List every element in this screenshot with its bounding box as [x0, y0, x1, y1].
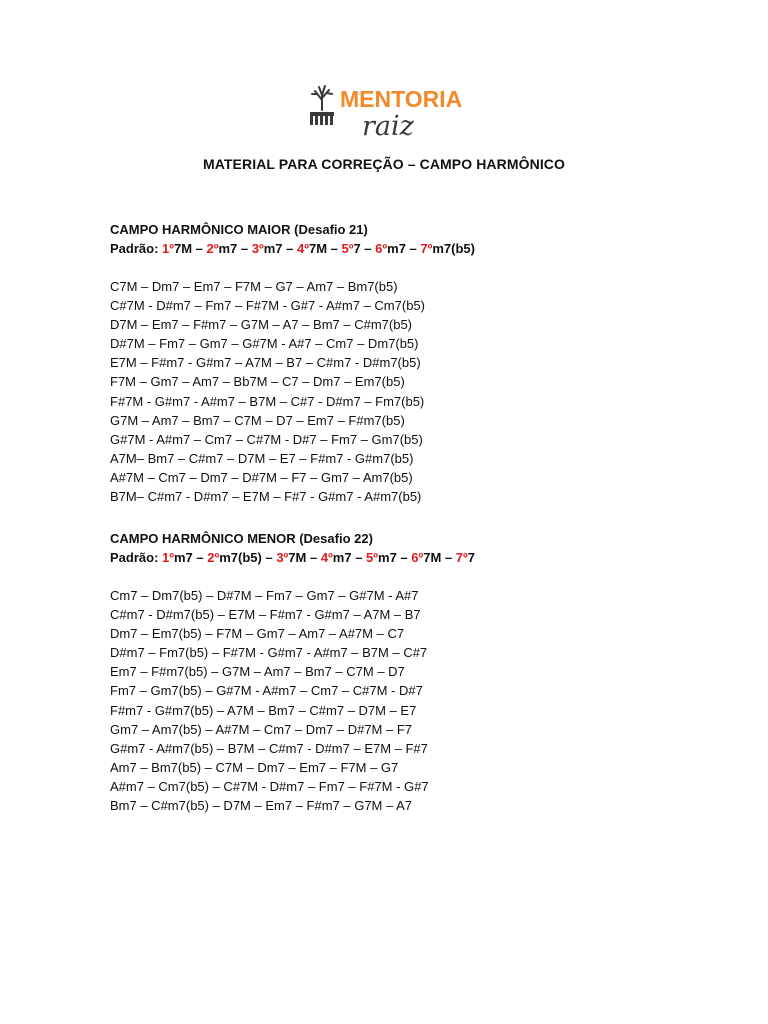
minor-pattern: [110, 548, 670, 567]
chord-progression-line: Em7 – F#m7(b5) – G7M – Am7 – Bm7 – C7M – D7: [110, 664, 405, 680]
degree-number: 6º: [375, 241, 388, 256]
degree-quality: 7M –: [308, 241, 342, 256]
degree-number: 1º: [162, 550, 174, 565]
chord-progression-line: D#7M – Fm7 – Gm7 – G#7M - A#7 – Cm7 – Dm7(b5): [110, 336, 419, 352]
degree-quality: m7(b5) –: [219, 550, 277, 565]
major-heading: CAMPO HARMÔNICO MAIOR (Desafio 21): [110, 222, 368, 237]
degree-quality: 7M –: [423, 550, 456, 565]
chord-progression-line: G#m7 - A#m7(b5) – B7M – C#m7 - D#m7 – E7M – F#7: [110, 740, 428, 756]
degree-quality: m7 –: [387, 241, 421, 256]
chord-progression-line: Cm7 – Dm7(b5) – D#7M – Fm7 – Gm7 – G#7M - A#7: [110, 588, 419, 603]
chord-progression-line: G#7M - A#m7 – Cm7 – C#7M - D#7 – Fm7 – Gm7(b5): [110, 431, 423, 447]
degree-number: 6º: [411, 550, 424, 565]
degree-number: 5º: [366, 550, 379, 565]
degree-number: 4º: [296, 241, 309, 256]
minor-chord-list: [110, 586, 670, 815]
major-pattern-label: Padrão:: [110, 241, 163, 256]
minor-pattern-label: Padrão:: [110, 550, 163, 565]
degree-number: 3º: [276, 550, 289, 565]
minor-pattern-parts: [162, 550, 475, 565]
minor-heading: CAMPO HARMÔNICO MENOR (Desafio 22): [110, 531, 373, 546]
degree-quality: m7 –: [263, 241, 297, 256]
degree-number: 1º: [162, 241, 174, 256]
degree-quality: m7 –: [332, 550, 367, 565]
chord-progression-line: C#m7 - D#m7(b5) – E7M – F#m7 - G#m7 – A7M – B7: [110, 607, 421, 623]
chord-progression-line: A#m7 – Cm7(b5) – C#7M - D#m7 – Fm7 – F#7M - G#7: [110, 778, 429, 794]
chord-progression-line: F#7M - G#m7 - A#m7 – B7M – C#7 - D#m7 – Fm7(b5): [110, 393, 425, 409]
minor-section: [110, 529, 670, 815]
degree-quality: 7: [467, 550, 475, 565]
logo-word-mentoria: MENTORIA: [340, 86, 463, 112]
degree-number: 4º: [320, 550, 333, 565]
degree-quality: m7 –: [378, 550, 412, 565]
chord-progression-line: D#m7 – Fm7(b5) – F#7M - G#m7 - A#m7 – B7M – C#7: [110, 645, 428, 661]
chord-progression-line: Fm7 – Gm7(b5) – G#7M - A#m7 – Cm7 – C#7M - D#7: [110, 683, 423, 699]
chord-progression-line: F7M – Gm7 – Am7 – Bb7M – C7 – Dm7 – Em7(b5): [110, 374, 405, 390]
chord-progression-line: C#7M - D#m7 – Fm7 – F#7M - G#7 - A#m7 – Cm7(b5): [110, 298, 425, 314]
major-chord-list: [110, 277, 670, 506]
chord-progression-line: A7M– Bm7 – C#m7 – D7M – E7 – F#m7 - G#m7(b5): [110, 450, 414, 466]
logo-word-raiz: raiz: [362, 111, 414, 142]
degree-number: 5º: [341, 241, 354, 256]
degree-quality: m7 –: [218, 241, 252, 256]
chord-progression-line: B7M– C#m7 - D#m7 – E7M – F#7 - G#m7 - A#m7(b5): [110, 489, 422, 505]
degree-number: 2º: [206, 241, 219, 256]
chord-progression-line: Bm7 – C#m7(b5) – D7M – Em7 – F#m7 – G7M – A7: [110, 798, 413, 814]
document-title: MATERIAL PARA CORREÇÃO – CAMPO HARMÔNICO: [202, 156, 566, 172]
major-section: [110, 220, 670, 506]
degree-quality: 7M –: [288, 550, 321, 565]
chord-progression-line: Am7 – Bm7(b5) – C7M – Dm7 – Em7 – F7M – G7: [110, 759, 399, 775]
chord-progression-line: D7M – Em7 – F#m7 – G7M – A7 – Bm7 – C#m7(b5): [110, 317, 413, 333]
chord-progression-line: F#m7 - G#m7(b5) – A7M – Bm7 – C#m7 – D7M – E7: [110, 702, 417, 718]
chord-progression-line: Dm7 – Em7(b5) – F7M – Gm7 – Am7 – A#7M – C7: [110, 626, 405, 642]
major-pattern: [110, 239, 670, 258]
chord-progression-line: G7M – Am7 – Bm7 – C7M – D7 – Em7 – F#m7(b5): [110, 412, 405, 428]
mentoria-raiz-logo: [306, 82, 466, 146]
degree-number: 7º: [455, 550, 468, 565]
degree-quality: m7(b5): [432, 241, 475, 256]
chord-progression-line: A#7M – Cm7 – Dm7 – D#7M – F7 – Gm7 – Am7(b5): [110, 469, 413, 485]
chord-progression-line: Gm7 – Am7(b5) – A#7M – Cm7 – Dm7 – D#7M – F7: [110, 721, 413, 737]
degree-number: 7º: [420, 241, 433, 256]
major-pattern-parts: [162, 241, 475, 256]
degree-quality: m7 –: [174, 550, 208, 565]
degree-number: 3º: [251, 241, 264, 256]
degree-quality: 7M –: [174, 241, 207, 256]
tree-piano-icon: [306, 82, 466, 146]
degree-quality: 7 –: [353, 241, 376, 256]
chord-progression-line: E7M – F#m7 - G#m7 – A7M – B7 – C#m7 - D#m7(b5): [110, 355, 421, 371]
degree-number: 2º: [207, 550, 220, 565]
chord-progression-line: C7M – Dm7 – Em7 – F7M – G7 – Am7 – Bm7(b5): [110, 279, 398, 294]
